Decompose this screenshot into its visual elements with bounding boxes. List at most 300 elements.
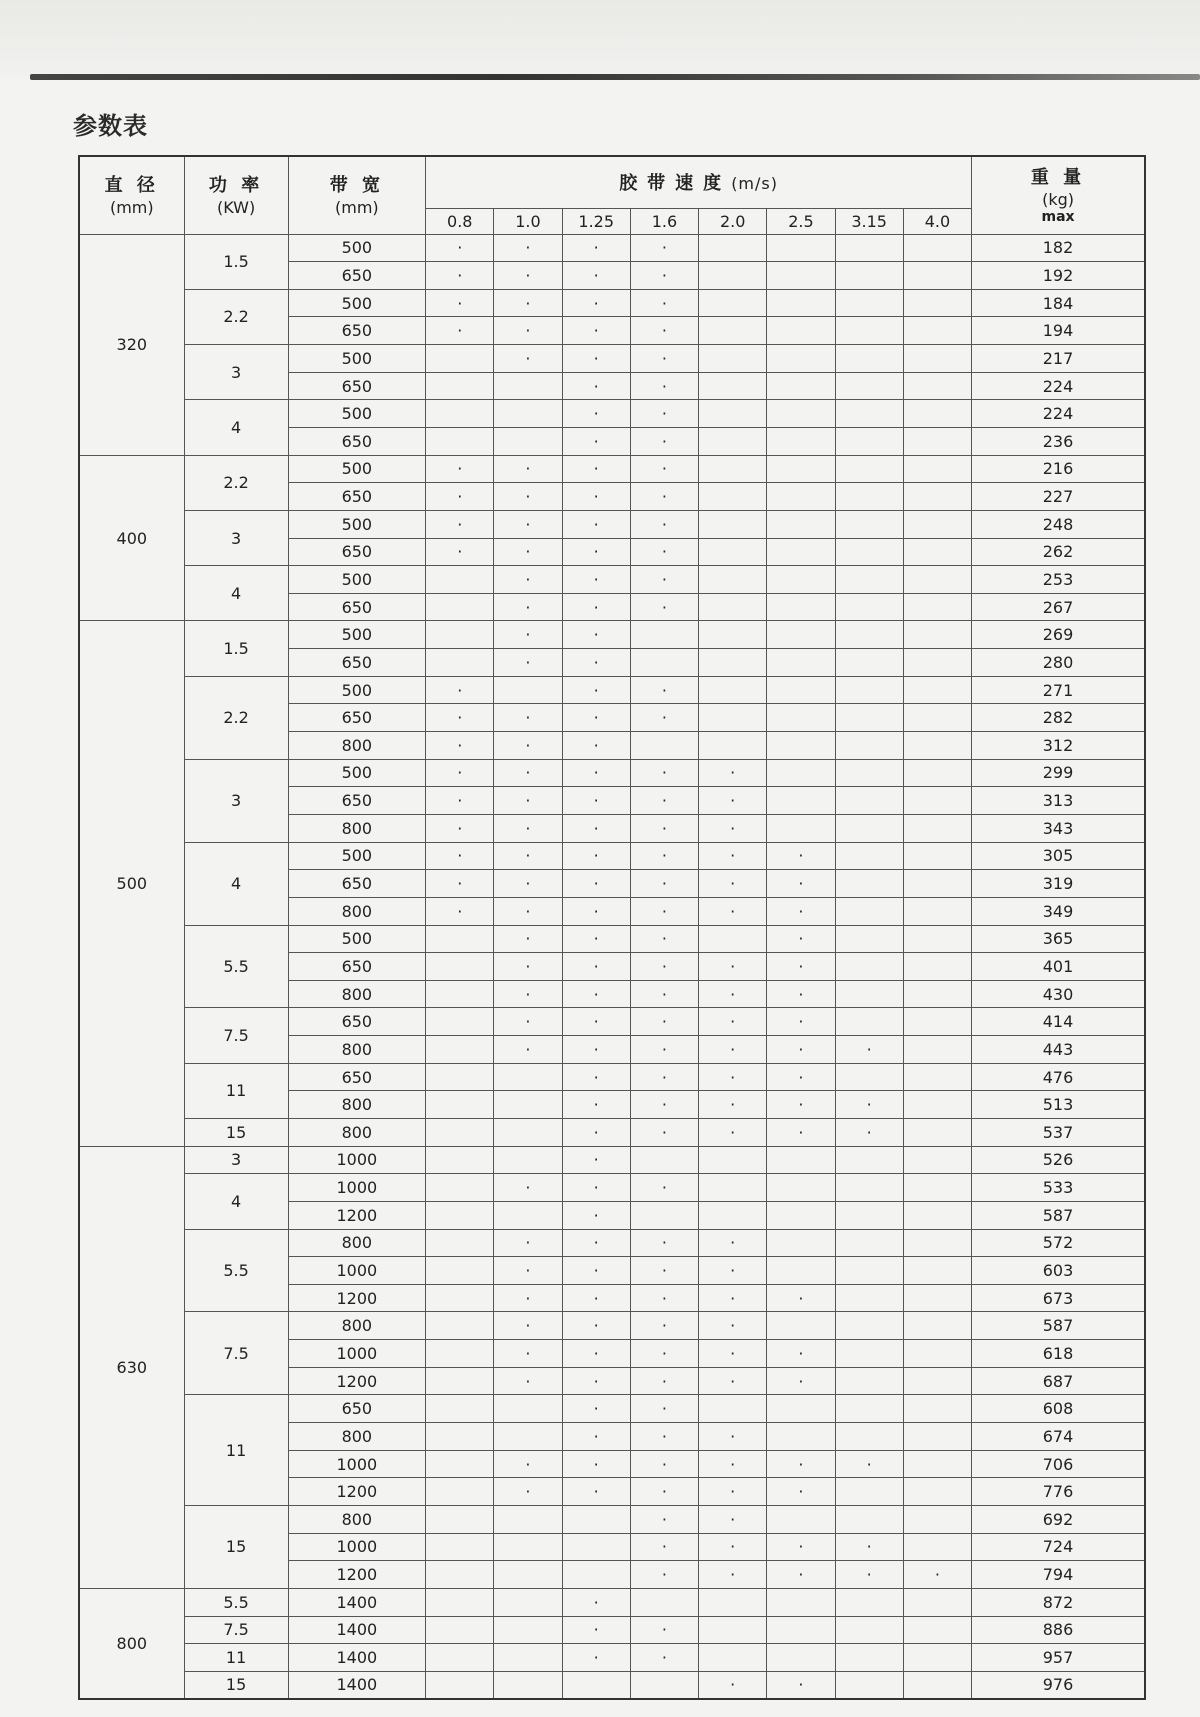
- speed-availability-cell: [494, 676, 562, 704]
- speed-availability-cell: [562, 1312, 630, 1340]
- speed-availability-cell: [767, 1395, 835, 1423]
- availability-dot: ·: [593, 791, 599, 811]
- speed-availability-cell: [903, 1008, 971, 1036]
- power-cell: 2.2: [184, 676, 288, 759]
- table-row: [79, 1146, 1145, 1174]
- header-weight-label: 重 量: [1030, 166, 1086, 188]
- availability-dot: ·: [866, 1565, 872, 1585]
- weight-cell: 724: [972, 1533, 1145, 1561]
- speed-availability-cell: [767, 897, 835, 925]
- speed-availability-cell: [903, 1091, 971, 1119]
- top-band: [0, 0, 1200, 76]
- availability-dot: ·: [593, 1261, 599, 1281]
- power-cell: 3: [184, 345, 288, 400]
- belt-width-cell: 500: [288, 510, 426, 538]
- weight-cell: 603: [972, 1257, 1145, 1285]
- speed-availability-cell: [630, 1036, 698, 1064]
- speed-availability-cell: [630, 980, 698, 1008]
- header-power-label: 功 率: [208, 174, 264, 196]
- speed-availability-cell: [494, 787, 562, 815]
- speed-availability-cell: [767, 1588, 835, 1616]
- speed-availability-cell: [835, 455, 903, 483]
- speed-availability-cell: [494, 925, 562, 953]
- parameter-table: [78, 155, 1146, 1700]
- availability-dot: ·: [525, 487, 531, 507]
- speed-availability-cell: [767, 1533, 835, 1561]
- speed-availability-cell: [835, 897, 903, 925]
- speed-availability-cell: [494, 1257, 562, 1285]
- speed-availability-cell: [699, 1063, 767, 1091]
- speed-availability-cell: [767, 1008, 835, 1036]
- speed-availability-cell: [699, 1340, 767, 1368]
- speed-availability-cell: [630, 400, 698, 428]
- speed-availability-cell: [767, 814, 835, 842]
- belt-width-cell: 500: [288, 566, 426, 594]
- availability-dot: ·: [525, 597, 531, 617]
- speed-availability-cell: [630, 621, 698, 649]
- speed-availability-cell: [835, 1644, 903, 1672]
- availability-dot: ·: [525, 293, 531, 313]
- availability-dot: ·: [593, 1288, 599, 1308]
- belt-width-cell: 650: [288, 704, 426, 732]
- availability-dot: ·: [730, 1067, 736, 1087]
- speed-availability-cell: [903, 1533, 971, 1561]
- header-diameter: [79, 156, 184, 234]
- speed-availability-cell: [494, 759, 562, 787]
- speed-availability-cell: [630, 1588, 698, 1616]
- weight-cell: 692: [972, 1505, 1145, 1533]
- availability-dot: ·: [730, 1012, 736, 1032]
- speed-availability-cell: [494, 649, 562, 677]
- speed-availability-cell: [494, 870, 562, 898]
- speed-availability-cell: [494, 1671, 562, 1699]
- speed-availability-cell: [630, 455, 698, 483]
- speed-availability-cell: [699, 427, 767, 455]
- speed-availability-cell: [699, 345, 767, 373]
- speed-availability-cell: [767, 953, 835, 981]
- belt-width-cell: 500: [288, 289, 426, 317]
- power-cell: 15: [184, 1119, 288, 1147]
- belt-width-cell: 650: [288, 593, 426, 621]
- speed-availability-cell: [699, 455, 767, 483]
- speed-availability-cell: [699, 1257, 767, 1285]
- speed-availability-cell: [835, 262, 903, 290]
- weight-cell: 608: [972, 1395, 1145, 1423]
- speed-availability-cell: [562, 1423, 630, 1451]
- speed-availability-cell: [767, 345, 835, 373]
- weight-cell: 227: [972, 483, 1145, 511]
- speed-availability-cell: [562, 1008, 630, 1036]
- speed-availability-cell: [494, 980, 562, 1008]
- availability-dot: ·: [593, 597, 599, 617]
- speed-availability-cell: [903, 759, 971, 787]
- speed-availability-cell: [767, 621, 835, 649]
- speed-availability-cell: [426, 842, 494, 870]
- speed-availability-cell: [562, 1091, 630, 1119]
- availability-dot: ·: [730, 1482, 736, 1502]
- speed-availability-cell: [699, 1119, 767, 1147]
- speed-availability-cell: [494, 842, 562, 870]
- speed-availability-cell: [835, 510, 903, 538]
- weight-cell: 401: [972, 953, 1145, 981]
- speed-availability-cell: [767, 1561, 835, 1589]
- speed-availability-cell: [767, 1201, 835, 1229]
- table-row: [79, 1008, 1145, 1036]
- availability-dot: ·: [661, 1509, 667, 1529]
- header-diameter-unit: (mm): [109, 197, 154, 217]
- power-cell: 5.5: [184, 925, 288, 1008]
- weight-cell: 253: [972, 566, 1145, 594]
- speed-availability-cell: [494, 566, 562, 594]
- weight-cell: 184: [972, 289, 1145, 317]
- availability-dot: ·: [661, 1537, 667, 1557]
- speed-availability-cell: [426, 510, 494, 538]
- speed-availability-cell: [630, 593, 698, 621]
- speed-availability-cell: [494, 234, 562, 262]
- availability-dot: ·: [661, 1288, 667, 1308]
- speed-availability-cell: [699, 649, 767, 677]
- speed-availability-cell: [699, 289, 767, 317]
- availability-dot: ·: [661, 708, 667, 728]
- availability-dot: ·: [730, 1233, 736, 1253]
- speed-availability-cell: [630, 1423, 698, 1451]
- availability-dot: ·: [593, 265, 599, 285]
- speed-availability-cell: [630, 1644, 698, 1672]
- speed-availability-cell: [562, 953, 630, 981]
- speed-availability-cell: [562, 427, 630, 455]
- speed-availability-cell: [426, 1644, 494, 1672]
- speed-availability-cell: [426, 870, 494, 898]
- speed-availability-cell: [699, 1008, 767, 1036]
- weight-cell: 533: [972, 1174, 1145, 1202]
- speed-availability-cell: [699, 870, 767, 898]
- weight-cell: 194: [972, 317, 1145, 345]
- speed-availability-cell: [903, 1616, 971, 1644]
- speed-availability-cell: [767, 317, 835, 345]
- availability-dot: ·: [525, 874, 531, 894]
- speed-availability-cell: [562, 483, 630, 511]
- speed-availability-cell: [494, 1505, 562, 1533]
- speed-availability-cell: [426, 1229, 494, 1257]
- speed-header-cell: 0.8: [426, 208, 494, 234]
- availability-dot: ·: [661, 238, 667, 258]
- belt-width-cell: 1000: [288, 1146, 426, 1174]
- availability-dot: ·: [525, 459, 531, 479]
- speed-availability-cell: [426, 1671, 494, 1699]
- belt-width-cell: 800: [288, 980, 426, 1008]
- speed-availability-cell: [835, 1091, 903, 1119]
- speed-availability-cell: [426, 1008, 494, 1036]
- speed-availability-cell: [903, 289, 971, 317]
- speed-availability-cell: [767, 289, 835, 317]
- belt-width-cell: 500: [288, 925, 426, 953]
- weight-cell: 269: [972, 621, 1145, 649]
- speed-availability-cell: [562, 759, 630, 787]
- parameter-table-body: [79, 234, 1145, 1699]
- belt-width-cell: 800: [288, 1423, 426, 1451]
- speed-availability-cell: [426, 1616, 494, 1644]
- speed-availability-cell: [494, 1616, 562, 1644]
- availability-dot: ·: [593, 680, 599, 700]
- availability-dot: ·: [525, 791, 531, 811]
- availability-dot: ·: [593, 514, 599, 534]
- speed-availability-cell: [426, 1478, 494, 1506]
- speed-availability-cell: [630, 1367, 698, 1395]
- table-row: [79, 234, 1145, 262]
- speed-availability-cell: [835, 1505, 903, 1533]
- speed-availability-cell: [903, 897, 971, 925]
- speed-availability-cell: [494, 1423, 562, 1451]
- speed-availability-cell: [426, 704, 494, 732]
- availability-dot: ·: [661, 514, 667, 534]
- speed-availability-cell: [767, 787, 835, 815]
- speed-availability-cell: [699, 1533, 767, 1561]
- speed-availability-cell: [835, 814, 903, 842]
- availability-dot: ·: [593, 984, 599, 1004]
- speed-availability-cell: [426, 1091, 494, 1119]
- speed-availability-cell: [426, 759, 494, 787]
- speed-availability-cell: [426, 593, 494, 621]
- speed-availability-cell: [630, 262, 698, 290]
- availability-dot: ·: [593, 1178, 599, 1198]
- weight-cell: 430: [972, 980, 1145, 1008]
- table-row: [79, 289, 1145, 317]
- speed-availability-cell: [903, 1063, 971, 1091]
- belt-width-cell: 800: [288, 1091, 426, 1119]
- table-row: [79, 676, 1145, 704]
- availability-dot: ·: [798, 874, 804, 894]
- speed-availability-cell: [426, 1063, 494, 1091]
- speed-availability-cell: [494, 483, 562, 511]
- speed-availability-cell: [903, 814, 971, 842]
- speed-availability-cell: [426, 1340, 494, 1368]
- table-row: [79, 1174, 1145, 1202]
- speed-availability-cell: [903, 1229, 971, 1257]
- power-cell: 3: [184, 759, 288, 842]
- speed-availability-cell: [835, 1063, 903, 1091]
- speed-availability-cell: [835, 538, 903, 566]
- power-cell: 11: [184, 1644, 288, 1672]
- speed-availability-cell: [562, 704, 630, 732]
- availability-dot: ·: [661, 1178, 667, 1198]
- speed-availability-cell: [903, 262, 971, 290]
- belt-width-cell: 500: [288, 234, 426, 262]
- availability-dot: ·: [457, 680, 463, 700]
- speed-availability-cell: [835, 649, 903, 677]
- availability-dot: ·: [730, 1565, 736, 1585]
- speed-availability-cell: [903, 1561, 971, 1589]
- availability-dot: ·: [661, 791, 667, 811]
- belt-width-cell: 1200: [288, 1201, 426, 1229]
- speed-availability-cell: [699, 1091, 767, 1119]
- availability-dot: ·: [593, 1205, 599, 1225]
- power-cell: 11: [184, 1395, 288, 1506]
- speed-availability-cell: [835, 676, 903, 704]
- speed-header-cell: 3.15: [835, 208, 903, 234]
- speed-availability-cell: [699, 1229, 767, 1257]
- speed-availability-cell: [494, 1367, 562, 1395]
- weight-cell: 443: [972, 1036, 1145, 1064]
- weight-cell: 976: [972, 1671, 1145, 1699]
- availability-dot: ·: [525, 652, 531, 672]
- speed-availability-cell: [835, 345, 903, 373]
- speed-availability-cell: [903, 649, 971, 677]
- speed-availability-cell: [699, 1671, 767, 1699]
- speed-availability-cell: [767, 262, 835, 290]
- weight-cell: 526: [972, 1146, 1145, 1174]
- weight-cell: 299: [972, 759, 1145, 787]
- speed-availability-cell: [494, 1063, 562, 1091]
- speed-availability-cell: [835, 621, 903, 649]
- speed-availability-cell: [835, 593, 903, 621]
- speed-availability-cell: [903, 1036, 971, 1064]
- belt-width-cell: 800: [288, 1312, 426, 1340]
- availability-dot: ·: [457, 321, 463, 341]
- speed-availability-cell: [630, 925, 698, 953]
- availability-dot: ·: [730, 901, 736, 921]
- availability-dot: ·: [730, 874, 736, 894]
- speed-availability-cell: [494, 1588, 562, 1616]
- availability-dot: ·: [730, 1537, 736, 1557]
- speed-availability-cell: [426, 1450, 494, 1478]
- availability-dot: ·: [661, 901, 667, 921]
- availability-dot: ·: [457, 459, 463, 479]
- speed-availability-cell: [426, 953, 494, 981]
- availability-dot: ·: [457, 265, 463, 285]
- availability-dot: ·: [457, 708, 463, 728]
- speed-availability-cell: [767, 676, 835, 704]
- table-row: [79, 1119, 1145, 1147]
- speed-availability-cell: [630, 234, 698, 262]
- availability-dot: ·: [525, 1233, 531, 1253]
- availability-dot: ·: [525, 542, 531, 562]
- weight-cell: 513: [972, 1091, 1145, 1119]
- speed-availability-cell: [767, 1478, 835, 1506]
- speed-availability-cell: [630, 842, 698, 870]
- speed-availability-cell: [562, 732, 630, 760]
- speed-availability-cell: [630, 1533, 698, 1561]
- availability-dot: ·: [593, 1067, 599, 1087]
- speed-availability-cell: [903, 538, 971, 566]
- speed-availability-cell: [630, 1119, 698, 1147]
- speed-availability-cell: [835, 1671, 903, 1699]
- speed-availability-cell: [426, 980, 494, 1008]
- speed-availability-cell: [630, 345, 698, 373]
- speed-availability-cell: [426, 262, 494, 290]
- speed-availability-cell: [903, 1671, 971, 1699]
- speed-availability-cell: [835, 1588, 903, 1616]
- speed-availability-cell: [630, 1284, 698, 1312]
- speed-availability-cell: [767, 372, 835, 400]
- weight-cell: 271: [972, 676, 1145, 704]
- speed-availability-cell: [903, 1257, 971, 1285]
- availability-dot: ·: [457, 487, 463, 507]
- speed-availability-cell: [835, 1119, 903, 1147]
- belt-width-cell: 1000: [288, 1533, 426, 1561]
- speed-availability-cell: [903, 1395, 971, 1423]
- speed-availability-cell: [903, 1201, 971, 1229]
- speed-availability-cell: [426, 427, 494, 455]
- speed-availability-cell: [426, 1588, 494, 1616]
- speed-availability-cell: [767, 1616, 835, 1644]
- speed-availability-cell: [699, 234, 767, 262]
- speed-availability-cell: [699, 566, 767, 594]
- availability-dot: ·: [593, 929, 599, 949]
- speed-availability-cell: [426, 897, 494, 925]
- belt-width-cell: 650: [288, 262, 426, 290]
- speed-availability-cell: [903, 427, 971, 455]
- speed-availability-cell: [494, 455, 562, 483]
- availability-dot: ·: [661, 1095, 667, 1115]
- speed-availability-cell: [494, 1284, 562, 1312]
- speed-availability-cell: [835, 1367, 903, 1395]
- belt-width-cell: 1400: [288, 1588, 426, 1616]
- speed-availability-cell: [835, 925, 903, 953]
- speed-availability-cell: [630, 1616, 698, 1644]
- speed-availability-cell: [767, 870, 835, 898]
- weight-cell: 192: [972, 262, 1145, 290]
- speed-availability-cell: [562, 1505, 630, 1533]
- speed-availability-cell: [494, 704, 562, 732]
- power-cell: 5.5: [184, 1229, 288, 1312]
- availability-dot: ·: [593, 570, 599, 589]
- speed-availability-cell: [630, 372, 698, 400]
- availability-dot: ·: [661, 1399, 667, 1419]
- speed-availability-cell: [562, 1257, 630, 1285]
- availability-dot: ·: [730, 1454, 736, 1474]
- speed-availability-cell: [562, 262, 630, 290]
- availability-dot: ·: [525, 929, 531, 949]
- speed-availability-cell: [903, 925, 971, 953]
- speed-availability-cell: [699, 1505, 767, 1533]
- speed-availability-cell: [562, 1561, 630, 1589]
- speed-availability-cell: [562, 1146, 630, 1174]
- availability-dot: ·: [593, 404, 599, 424]
- availability-dot: ·: [593, 348, 599, 368]
- speed-availability-cell: [562, 1201, 630, 1229]
- speed-availability-cell: [630, 289, 698, 317]
- availability-dot: ·: [661, 542, 667, 562]
- availability-dot: ·: [730, 818, 736, 838]
- weight-cell: 217: [972, 345, 1145, 373]
- header-weight-max: max: [1041, 208, 1075, 225]
- speed-availability-cell: [699, 1561, 767, 1589]
- availability-dot: ·: [661, 376, 667, 396]
- speed-availability-cell: [903, 1146, 971, 1174]
- belt-width-cell: 800: [288, 1119, 426, 1147]
- speed-availability-cell: [494, 621, 562, 649]
- speed-availability-cell: [562, 676, 630, 704]
- availability-dot: ·: [661, 984, 667, 1004]
- availability-dot: ·: [866, 1039, 872, 1059]
- belt-width-cell: 650: [288, 483, 426, 511]
- speed-availability-cell: [767, 234, 835, 262]
- speed-availability-cell: [835, 704, 903, 732]
- speed-availability-cell: [835, 317, 903, 345]
- speed-availability-cell: [494, 732, 562, 760]
- speed-availability-cell: [903, 1450, 971, 1478]
- availability-dot: ·: [798, 929, 804, 949]
- speed-availability-cell: [835, 732, 903, 760]
- availability-dot: ·: [593, 874, 599, 894]
- availability-dot: ·: [798, 1122, 804, 1142]
- header-rule: [30, 74, 1200, 80]
- speed-availability-cell: [426, 538, 494, 566]
- power-cell: 4: [184, 400, 288, 455]
- availability-dot: ·: [525, 708, 531, 728]
- speed-availability-cell: [494, 1644, 562, 1672]
- speed-availability-cell: [630, 1505, 698, 1533]
